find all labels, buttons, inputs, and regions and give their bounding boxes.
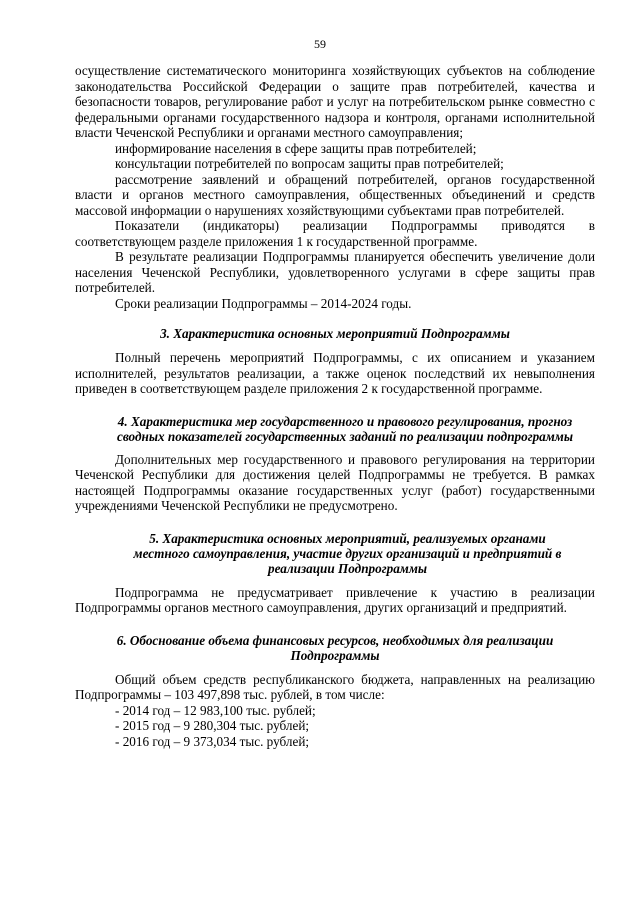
paragraph: В результате реализации Подпрограммы планируется обеспечить увеличение доли населения Чеченской Республики, удовлетворенного услугами в сфере защиты прав потребителей. — [75, 249, 595, 295]
paragraph: Полный перечень мероприятий Подпрограммы, с их описанием и указанием исполнителей, результатов реализации, а также оценок последствий их невыполнения приведен в соответствующем разделе приложения 2 к государственной программе. — [75, 350, 595, 396]
section-heading-5: 5. Характеристика основных мероприятий, реализуемых органами местного самоуправления, участие других организаций и предприятий в реализации Подпрограммы — [133, 530, 562, 576]
page-content — [75, 63, 595, 749]
paragraph: Сроки реализации Подпрограммы – 2014-2024 годы. — [115, 295, 412, 311]
paragraph: Показатели (индикаторы) реализации Подпрограммы приводятся в соответствующем разделе приложения 1 к государственной программе. — [75, 218, 595, 249]
list-item: - 2015 год – 9 280,304 тыс. рублей; — [115, 718, 310, 733]
funding-list — [75, 703, 595, 750]
paragraph: рассмотрение заявлений и обращений потребителей, органов государственной власти и органов местного самоуправления, общественных объединений и средств массовой информации о нарушениях хозяйствующими субъектами прав потребителей. — [75, 171, 595, 218]
paragraph: осуществление систематического мониторинга хозяйствующих субъектов на соблюдение законодательства Российской Федерации о защите прав потребителей, качества и безопасности товаров, регулирование работ и услуг на потребительском рынке совместно с федеральными органами государственного надзора и контроля, органами исполнительной власти Чеченской Республики и органами местного самоуправления; — [75, 63, 595, 140]
paragraph: Подпрограмма не предусматривает привлечение к участию в реализации Подпрограммы органов местного самоуправления, других организаций и предприятий. — [75, 584, 595, 615]
paragraph: консультации потребителей по вопросам защиты прав потребителей; — [115, 156, 504, 171]
page-number: 59 — [314, 37, 326, 51]
section-heading-6: 6. Обоснование объема финансовых ресурсов, необходимых для реализации Подпрограммы — [116, 632, 554, 663]
section-heading-3: 3. Характеристика основных мероприятий Подпрограммы — [160, 326, 510, 341]
list-item: - 2014 год – 12 983,100 тыс. рублей; — [115, 702, 316, 718]
section-heading-4: 4. Характеристика мер государственного и правового регулирования, прогноз сводных показателей государственных заданий по реализации подпрограммы — [116, 413, 573, 444]
paragraph: Дополнительных мер государственного и правового регулирования на территории Чеченской Республики для достижения целей Подпрограммы не требуется. В рамках настоящей Подпрограммы оказание государственных услуг (работ) государственными учреждениями Чеченской Республики не предусмотрено. — [75, 451, 595, 513]
list-item: - 2016 год – 9 373,034 тыс. рублей; — [115, 733, 310, 749]
paragraph: Общий объем средств республиканского бюджета, направленных на реализацию Подпрограммы – 103 497,898 тыс. рублей, в том числе: — [75, 671, 595, 702]
paragraph: информирование населения в сфере защиты прав потребителей; — [115, 140, 477, 156]
